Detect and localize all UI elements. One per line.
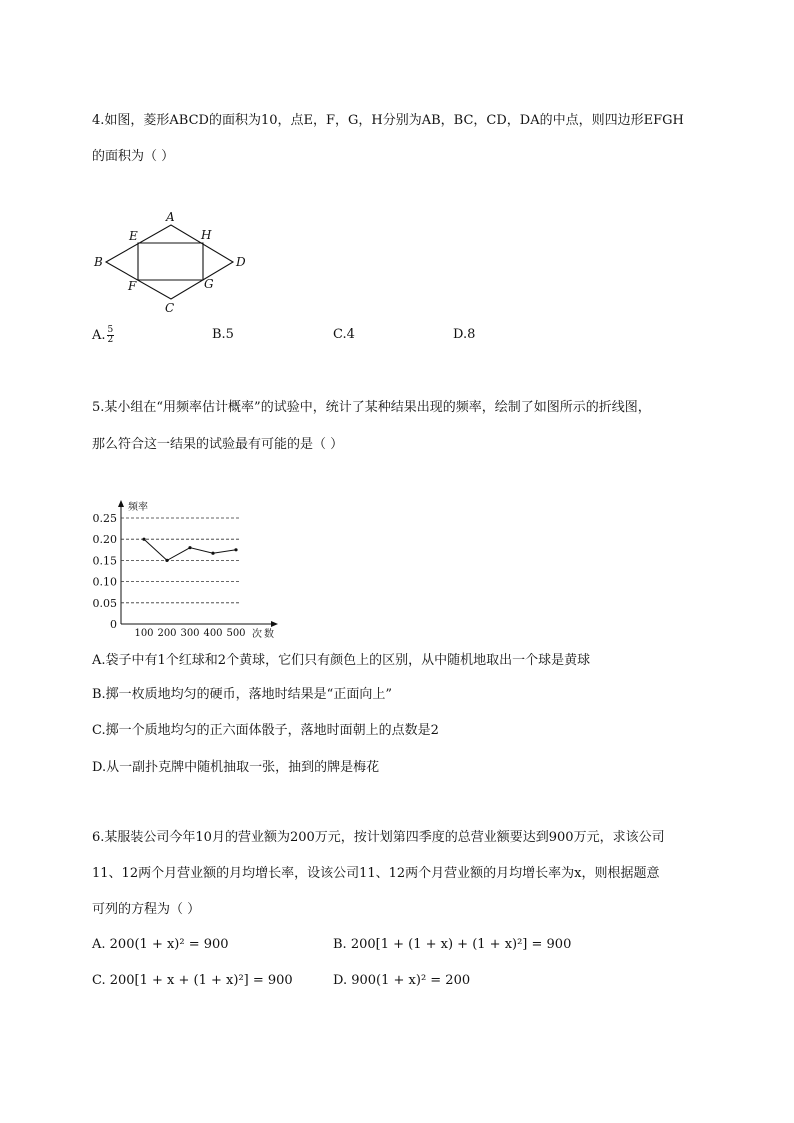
fraction-denominator: 2 bbox=[107, 335, 114, 345]
label-c: C bbox=[165, 301, 175, 315]
label-a: A bbox=[166, 210, 175, 224]
q6-stem-line3: 可列的方程为（ ） bbox=[92, 902, 201, 917]
label-f: F bbox=[128, 279, 137, 293]
label-e: E bbox=[129, 229, 138, 243]
q4-stem-line1: 4.如图，菱形ABCD的面积为10，点E，F，G，H分别为AB，BC，CD，DA的中点，则四边形EFGH bbox=[92, 113, 684, 128]
label-b: B bbox=[94, 255, 103, 269]
origin-label: 0 bbox=[110, 618, 117, 631]
q4-option-d[interactable]: D.8 bbox=[453, 327, 476, 342]
x-tick-label: 500 bbox=[226, 628, 246, 639]
y-tick-label: 0.20 bbox=[92, 533, 117, 547]
y-tick-label: 0.05 bbox=[92, 596, 117, 610]
y-axis-arrow bbox=[118, 500, 124, 507]
q6-stem-line2: 11、12两个月营业额的月均增长率，设该公司11、12两个月营业额的月均增长率为x，则根据题意 bbox=[92, 866, 660, 881]
y-tick-label: 0.15 bbox=[92, 554, 117, 568]
q6-option-c[interactable]: C. 200[1 + x + (1 + x)²] = 900 bbox=[92, 973, 293, 988]
series-line bbox=[144, 539, 236, 560]
q6-option-d[interactable]: D. 900(1 + x)² = 200 bbox=[333, 973, 471, 988]
q4-stem-line2: 的面积为（ ） bbox=[92, 149, 175, 164]
x-tick-label: 200 bbox=[157, 628, 177, 639]
q5-option-d[interactable]: D.从一副扑克牌中随机抽取一张，抽到的牌是梅花 bbox=[92, 760, 380, 775]
data-point bbox=[165, 559, 168, 562]
q4-option-a-prefix: A. bbox=[92, 328, 106, 343]
x-tick-label: 100 bbox=[134, 628, 154, 639]
data-point bbox=[142, 538, 145, 541]
rectangle-efgh bbox=[138, 243, 203, 280]
y-tick-label: 0.10 bbox=[92, 575, 117, 589]
q5-stem-line2: 那么符合这一结果的试验最有可能的是（ ） bbox=[92, 437, 344, 452]
data-point bbox=[188, 546, 191, 549]
fraction-numerator: 5 bbox=[107, 325, 114, 335]
y-tick-label: 0.25 bbox=[92, 512, 117, 525]
frequency-line-chart bbox=[88, 496, 298, 644]
data-point bbox=[234, 548, 237, 551]
q6-option-b[interactable]: B. 200[1 + (1 + x) + (1 + x)²] = 900 bbox=[333, 937, 572, 952]
q4-option-c[interactable]: C.4 bbox=[333, 327, 355, 342]
q4-option-b[interactable]: B.5 bbox=[212, 327, 234, 342]
q5-option-a[interactable]: A.袋子中有1个红球和2个黄球，它们只有颜色上的区别，从中随机地取出一个球是黄球 bbox=[92, 653, 591, 668]
q5-option-c[interactable]: C.掷一个质地均匀的正六面体骰子，落地时面朝上的点数是2 bbox=[92, 723, 439, 738]
q6-option-a[interactable]: A. 200(1 + x)² = 900 bbox=[92, 937, 229, 952]
q4-option-a[interactable] bbox=[92, 326, 114, 345]
rhombus-abcd bbox=[106, 225, 233, 299]
x-tick-label: 400 bbox=[203, 628, 223, 639]
data-point bbox=[211, 552, 214, 555]
y-axis-title: 频率 bbox=[128, 502, 148, 513]
x-axis-title: 次数 bbox=[252, 629, 276, 640]
rhombus-figure bbox=[88, 205, 258, 315]
q4-option-a-fraction bbox=[107, 326, 115, 345]
x-tick-label: 300 bbox=[180, 628, 200, 639]
label-h: H bbox=[201, 228, 212, 242]
q6-stem-line1: 6.某服装公司今年10月的营业额为200万元，按计划第四季度的总营业额要达到900万元，求该公司 bbox=[92, 830, 665, 845]
label-d: D bbox=[236, 255, 246, 269]
label-g: G bbox=[204, 277, 214, 291]
q5-stem-line1: 5.某小组在“用频率估计概率”的试验中，统计了某种结果出现的频率，绘制了如图所示的折线图， bbox=[92, 400, 651, 415]
x-axis-arrow bbox=[271, 621, 278, 627]
q5-option-b[interactable]: B.掷一枚质地均匀的硬币，落地时结果是“正面向上” bbox=[92, 687, 392, 702]
